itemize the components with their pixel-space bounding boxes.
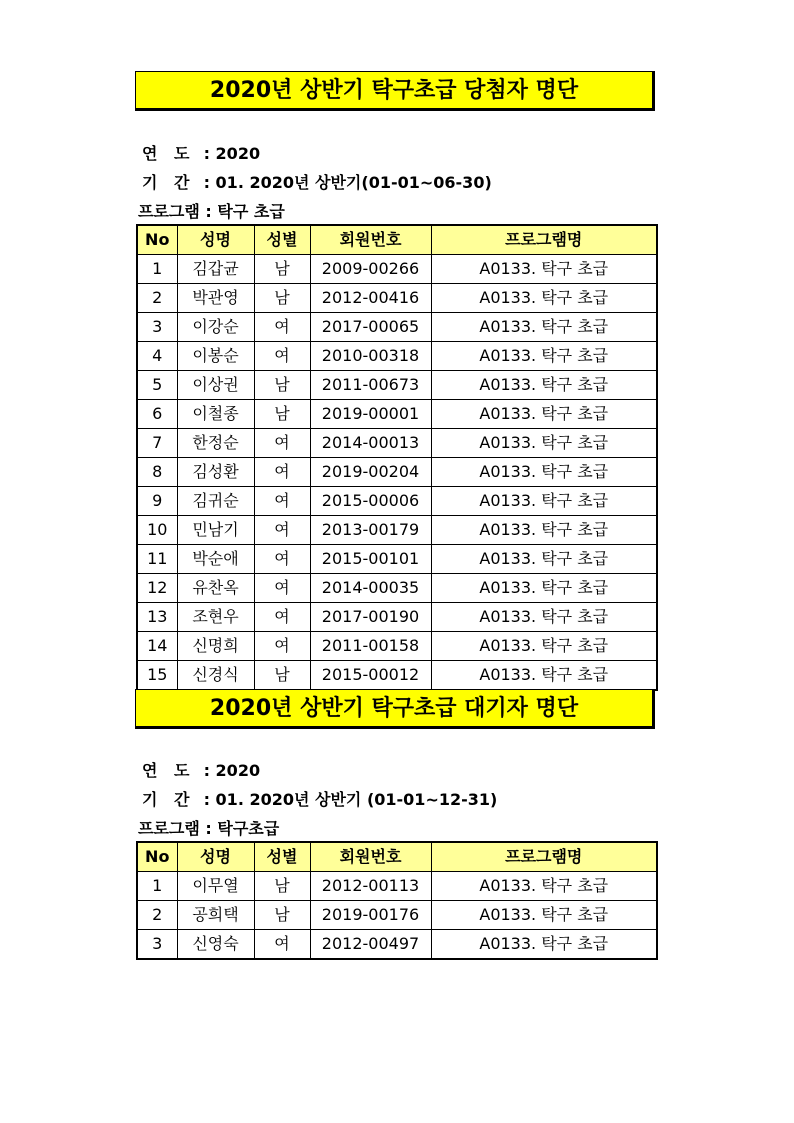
program-cell: A0133. 탁구 초급 [431,371,657,400]
sex-cell: 남 [254,872,310,901]
name-cell: 김귀순 [177,487,254,516]
no-cell: 8 [137,458,177,487]
table-row [137,371,657,400]
column-header-name: 성명 [177,225,254,255]
member-id-cell: 2015-00012 [310,661,431,691]
member-id-cell: 2012-00497 [310,930,431,960]
winners-title-banner [135,71,655,111]
sex-cell: 여 [254,574,310,603]
waitlist-table-body [137,872,657,960]
waitlist-program-label: 프로그램 [138,819,200,838]
column-header-program: 프로그램명 [431,225,657,255]
program-cell: A0133. 탁구 초급 [431,255,657,284]
table-row [137,313,657,342]
no-cell: 7 [137,429,177,458]
no-cell: 9 [137,487,177,516]
no-cell: 1 [137,872,177,901]
member-id-cell: 2017-00065 [310,313,431,342]
no-cell: 12 [137,574,177,603]
member-id-cell: 2015-00006 [310,487,431,516]
member-id-cell: 2019-00176 [310,901,431,930]
winners-program-value: : 탁구 초급 [205,202,285,221]
winners-period-value: : 01. 2020년 상반기(01-01~06-30) [203,173,492,192]
name-cell: 신명희 [177,632,254,661]
winners-year-value: : 2020 [203,144,261,163]
winners-program-line [138,199,285,222]
program-cell: A0133. 탁구 초급 [431,313,657,342]
no-cell: 11 [137,545,177,574]
sex-cell: 여 [254,632,310,661]
winners-table-body [137,255,657,691]
name-cell: 김성환 [177,458,254,487]
name-cell: 이강순 [177,313,254,342]
member-id-cell: 2017-00190 [310,603,431,632]
table-row [137,872,657,901]
member-id-cell: 2012-00113 [310,872,431,901]
name-cell: 박관영 [177,284,254,313]
name-cell: 신영숙 [177,930,254,960]
name-cell: 유찬옥 [177,574,254,603]
waitlist-title-banner [135,689,655,729]
no-cell: 4 [137,342,177,371]
table-row [137,429,657,458]
table-row [137,284,657,313]
waitlist-year-label: 연 도 [142,761,190,780]
table-row [137,255,657,284]
column-header-program: 프로그램명 [431,842,657,872]
column-header-member-id: 회원번호 [310,842,431,872]
sex-cell: 여 [254,545,310,574]
no-cell: 5 [137,371,177,400]
column-header-member-id: 회원번호 [310,225,431,255]
no-cell: 10 [137,516,177,545]
waitlist-program-line [138,816,279,839]
program-cell: A0133. 탁구 초급 [431,516,657,545]
sex-cell: 남 [254,255,310,284]
winners-program-label: 프로그램 [138,202,200,221]
program-cell: A0133. 탁구 초급 [431,574,657,603]
member-id-cell: 2019-00204 [310,458,431,487]
program-cell: A0133. 탁구 초급 [431,487,657,516]
waitlist-table [136,841,658,960]
column-header-no: No [137,225,177,255]
member-id-cell: 2019-00001 [310,400,431,429]
name-cell: 공희택 [177,901,254,930]
column-header-sex: 성별 [254,842,310,872]
program-cell: A0133. 탁구 초급 [431,661,657,691]
member-id-cell: 2015-00101 [310,545,431,574]
member-id-cell: 2014-00035 [310,574,431,603]
no-cell: 3 [137,313,177,342]
member-id-cell: 2011-00673 [310,371,431,400]
waitlist-year-line [142,758,260,781]
name-cell: 이봉순 [177,342,254,371]
program-cell: A0133. 탁구 초급 [431,603,657,632]
name-cell: 이무열 [177,872,254,901]
program-cell: A0133. 탁구 초급 [431,284,657,313]
name-cell: 조현우 [177,603,254,632]
member-id-cell: 2010-00318 [310,342,431,371]
waitlist-year-value: : 2020 [203,761,261,780]
name-cell: 이상권 [177,371,254,400]
member-id-cell: 2012-00416 [310,284,431,313]
no-cell: 1 [137,255,177,284]
name-cell: 김갑균 [177,255,254,284]
program-cell: A0133. 탁구 초급 [431,930,657,960]
sex-cell: 여 [254,313,310,342]
name-cell: 한정순 [177,429,254,458]
sex-cell: 여 [254,516,310,545]
sex-cell: 남 [254,901,310,930]
table-row [137,603,657,632]
sex-cell: 남 [254,284,310,313]
program-cell: A0133. 탁구 초급 [431,901,657,930]
table-row [137,930,657,960]
winners-title: 2020년 상반기 탁구초급 당첨자 명단 [209,78,579,103]
member-id-cell: 2011-00158 [310,632,431,661]
sex-cell: 여 [254,487,310,516]
no-cell: 6 [137,400,177,429]
table-row [137,400,657,429]
name-cell: 이철종 [177,400,254,429]
table-row [137,901,657,930]
no-cell: 14 [137,632,177,661]
no-cell: 2 [137,284,177,313]
program-cell: A0133. 탁구 초급 [431,342,657,371]
waitlist-period-value: : 01. 2020년 상반기 (01-01~12-31) [203,790,498,809]
name-cell: 신경식 [177,661,254,691]
name-cell: 민남기 [177,516,254,545]
sex-cell: 여 [254,930,310,960]
winners-table [136,224,658,691]
table-row [137,632,657,661]
sex-cell: 여 [254,458,310,487]
table-row [137,342,657,371]
member-id-cell: 2013-00179 [310,516,431,545]
program-cell: A0133. 탁구 초급 [431,872,657,901]
table-row [137,574,657,603]
no-cell: 2 [137,901,177,930]
sex-cell: 여 [254,342,310,371]
winners-period-line [142,170,492,193]
waitlist-period-label: 기 간 [142,790,190,809]
column-header-name: 성명 [177,842,254,872]
winners-year-line [142,141,260,164]
waitlist-period-line [142,787,497,810]
waitlist-program-value: : 탁구초급 [205,819,280,838]
sex-cell: 남 [254,400,310,429]
table-row [137,661,657,691]
table-row [137,458,657,487]
program-cell: A0133. 탁구 초급 [431,400,657,429]
column-header-sex: 성별 [254,225,310,255]
no-cell: 15 [137,661,177,691]
sex-cell: 남 [254,371,310,400]
winners-year-label: 연 도 [142,144,190,163]
sex-cell: 남 [254,661,310,691]
waitlist-title: 2020년 상반기 탁구초급 대기자 명단 [209,696,579,721]
sex-cell: 여 [254,429,310,458]
no-cell: 3 [137,930,177,960]
waitlist-table-header [137,842,657,872]
program-cell: A0133. 탁구 초급 [431,545,657,574]
program-cell: A0133. 탁구 초급 [431,632,657,661]
column-header-no: No [137,842,177,872]
table-row [137,545,657,574]
program-cell: A0133. 탁구 초급 [431,458,657,487]
no-cell: 13 [137,603,177,632]
winners-table-header [137,225,657,255]
name-cell: 박순애 [177,545,254,574]
table-row [137,516,657,545]
sex-cell: 여 [254,603,310,632]
winners-period-label: 기 간 [142,173,190,192]
member-id-cell: 2009-00266 [310,255,431,284]
member-id-cell: 2014-00013 [310,429,431,458]
table-row [137,487,657,516]
program-cell: A0133. 탁구 초급 [431,429,657,458]
